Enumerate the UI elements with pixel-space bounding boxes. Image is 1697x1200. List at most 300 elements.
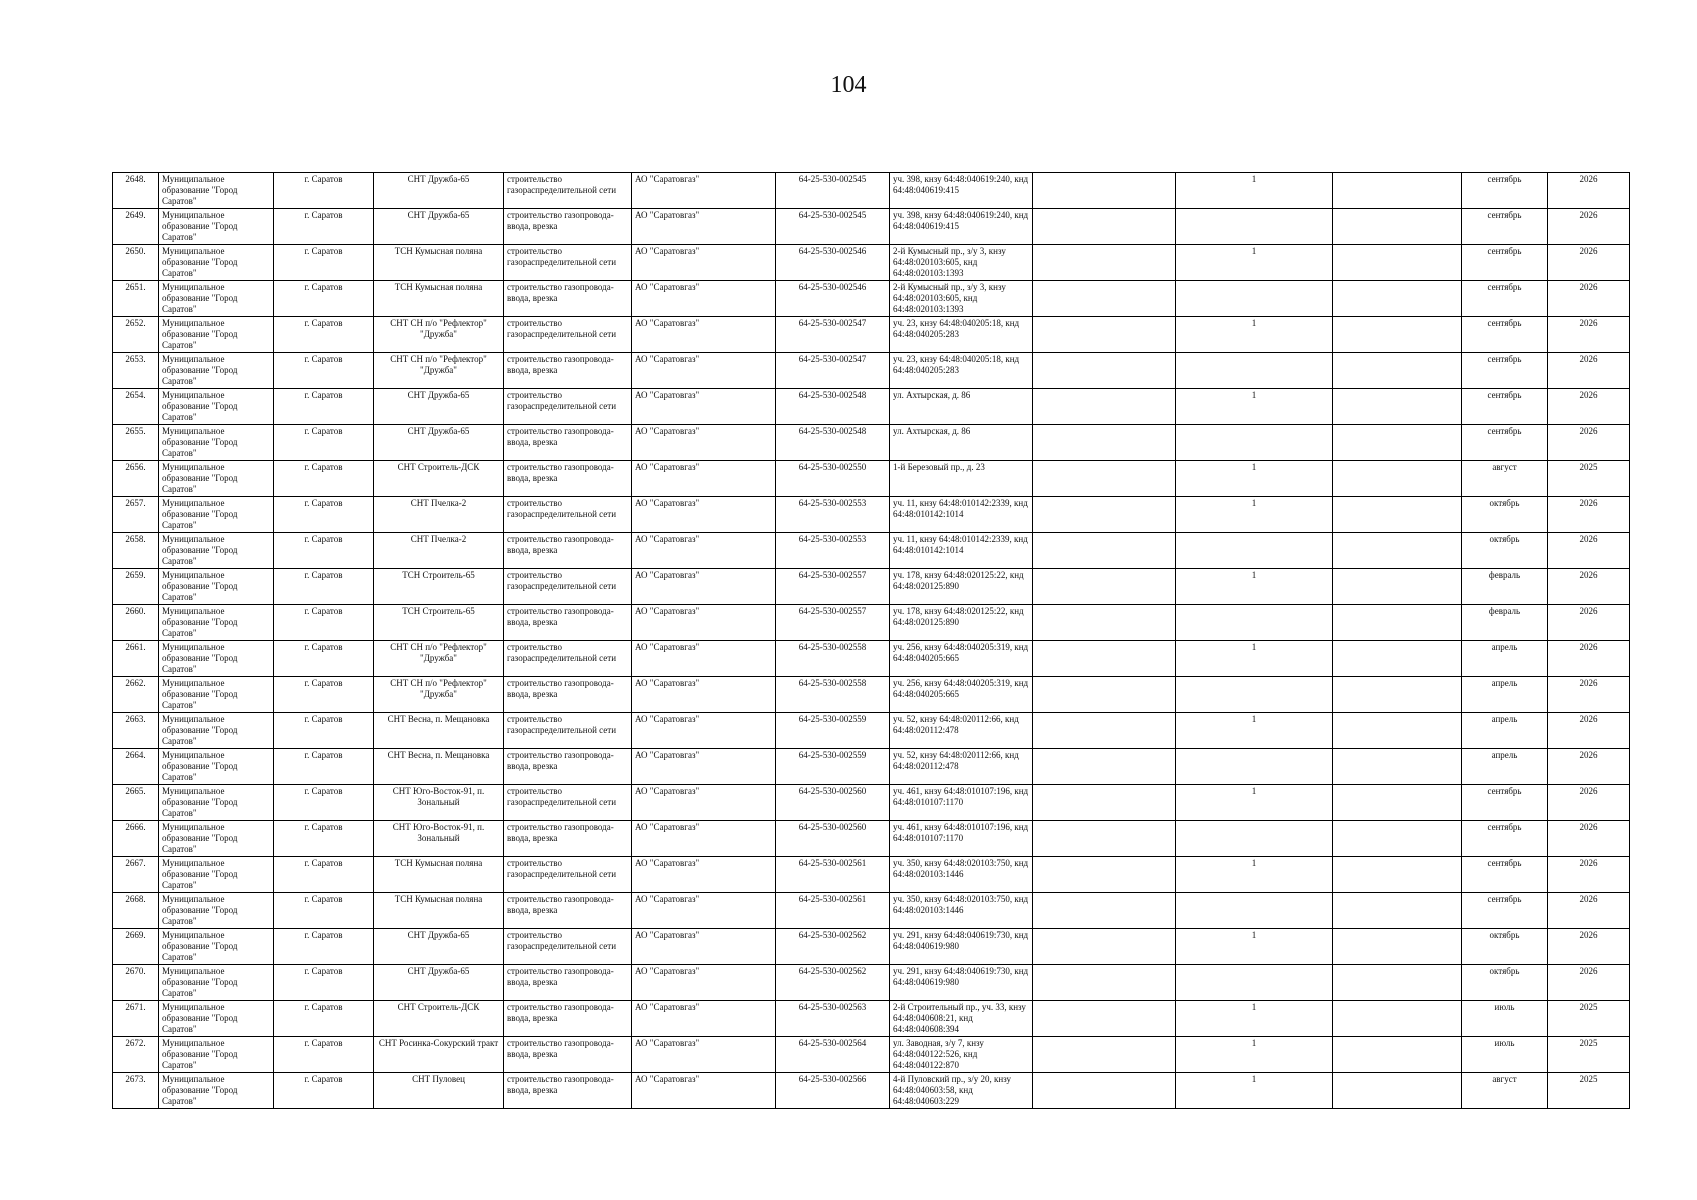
work-type-cell: строительство газопровода-ввода, врезка (504, 677, 632, 713)
empty-cell (1033, 317, 1176, 353)
snt-name-cell: СНТ Юго-Восток-91, п. Зональный (374, 785, 504, 821)
row-number-cell: 2666. (113, 821, 159, 857)
empty-cell (1333, 533, 1462, 569)
quantity-cell: 1 (1176, 1037, 1333, 1073)
work-type-cell: строительство газопровода-ввода, врезка (504, 425, 632, 461)
organization-cell: АО "Саратовгаз" (632, 821, 776, 857)
year-cell: 2026 (1548, 569, 1630, 605)
work-type-cell: строительство газопровода-ввода, врезка (504, 749, 632, 785)
object-code-cell: 64-25-530-002546 (776, 281, 890, 317)
municipality-cell: Муниципальное образование "Город Саратов" (159, 569, 274, 605)
table-row (113, 713, 1630, 749)
organization-cell: АО "Саратовгаз" (632, 281, 776, 317)
organization-cell: АО "Саратовгаз" (632, 785, 776, 821)
municipality-cell: Муниципальное образование "Город Саратов" (159, 965, 274, 1001)
quantity-cell (1176, 353, 1333, 389)
month-cell: сентябрь (1462, 821, 1548, 857)
month-cell: сентябрь (1462, 317, 1548, 353)
year-cell: 2026 (1548, 497, 1630, 533)
row-number-cell: 2673. (113, 1073, 159, 1109)
municipality-cell: Муниципальное образование "Город Саратов" (159, 533, 274, 569)
month-cell: сентябрь (1462, 785, 1548, 821)
organization-cell: АО "Саратовгаз" (632, 569, 776, 605)
organization-cell: АО "Саратовгаз" (632, 641, 776, 677)
city-cell: г. Саратов (274, 893, 374, 929)
snt-name-cell: СНТ Пчелка-2 (374, 533, 504, 569)
row-number-cell: 2648. (113, 173, 159, 209)
municipality-cell: Муниципальное образование "Город Саратов" (159, 605, 274, 641)
city-cell: г. Саратов (274, 785, 374, 821)
address-cell: уч. 52, кнзу 64:48:020112:66, кнд 64:48:020112:478 (890, 713, 1033, 749)
row-number-cell: 2656. (113, 461, 159, 497)
empty-cell (1033, 389, 1176, 425)
address-cell: ул. Ахтырская, д. 86 (890, 389, 1033, 425)
organization-cell: АО "Саратовгаз" (632, 353, 776, 389)
empty-cell (1333, 173, 1462, 209)
snt-name-cell: СНТ Дружба-65 (374, 425, 504, 461)
city-cell: г. Саратов (274, 353, 374, 389)
address-cell: 2-й Кумысный пр., з/у 3, кнзу 64:48:020103:605, кнд 64:48:020103:1393 (890, 245, 1033, 281)
organization-cell: АО "Саратовгаз" (632, 1037, 776, 1073)
municipality-cell: Муниципальное образование "Город Саратов" (159, 929, 274, 965)
municipality-cell: Муниципальное образование "Город Саратов" (159, 857, 274, 893)
table-row (113, 425, 1630, 461)
municipality-cell: Муниципальное образование "Город Саратов" (159, 389, 274, 425)
empty-cell (1033, 785, 1176, 821)
empty-cell (1333, 461, 1462, 497)
work-type-cell: строительство газораспределительной сети (504, 641, 632, 677)
year-cell: 2026 (1548, 749, 1630, 785)
quantity-cell (1176, 749, 1333, 785)
empty-cell (1333, 893, 1462, 929)
month-cell: апрель (1462, 641, 1548, 677)
city-cell: г. Саратов (274, 605, 374, 641)
registry-table (112, 172, 1630, 1109)
work-type-cell: строительство газопровода-ввода, врезка (504, 821, 632, 857)
city-cell: г. Саратов (274, 965, 374, 1001)
month-cell: февраль (1462, 605, 1548, 641)
city-cell: г. Саратов (274, 1037, 374, 1073)
year-cell: 2026 (1548, 425, 1630, 461)
object-code-cell: 64-25-530-002559 (776, 713, 890, 749)
city-cell: г. Саратов (274, 641, 374, 677)
city-cell: г. Саратов (274, 857, 374, 893)
organization-cell: АО "Саратовгаз" (632, 209, 776, 245)
work-type-cell: строительство газопровода-ввода, врезка (504, 209, 632, 245)
month-cell: август (1462, 1073, 1548, 1109)
municipality-cell: Муниципальное образование "Город Саратов" (159, 893, 274, 929)
empty-cell (1333, 245, 1462, 281)
empty-cell (1033, 569, 1176, 605)
address-cell: уч. 23, кнзу 64:48:040205:18, кнд 64:48:040205:283 (890, 317, 1033, 353)
empty-cell (1333, 713, 1462, 749)
row-number-cell: 2671. (113, 1001, 159, 1037)
table-row (113, 173, 1630, 209)
month-cell: сентябрь (1462, 209, 1548, 245)
table-row (113, 497, 1630, 533)
city-cell: г. Саратов (274, 173, 374, 209)
work-type-cell: строительство газораспределительной сети (504, 785, 632, 821)
city-cell: г. Саратов (274, 929, 374, 965)
row-number-cell: 2670. (113, 965, 159, 1001)
table-row (113, 1037, 1630, 1073)
row-number-cell: 2657. (113, 497, 159, 533)
year-cell: 2025 (1548, 461, 1630, 497)
address-cell: уч. 291, кнзу 64:48:040619:730, кнд 64:48:040619:980 (890, 965, 1033, 1001)
city-cell: г. Саратов (274, 425, 374, 461)
empty-cell (1033, 893, 1176, 929)
empty-cell (1333, 857, 1462, 893)
quantity-cell: 1 (1176, 641, 1333, 677)
empty-cell (1033, 245, 1176, 281)
municipality-cell: Муниципальное образование "Город Саратов" (159, 425, 274, 461)
table-row (113, 929, 1630, 965)
municipality-cell: Муниципальное образование "Город Саратов" (159, 281, 274, 317)
work-type-cell: строительство газопровода-ввода, врезка (504, 461, 632, 497)
object-code-cell: 64-25-530-002557 (776, 569, 890, 605)
object-code-cell: 64-25-530-002553 (776, 497, 890, 533)
work-type-cell: строительство газопровода-ввода, врезка (504, 605, 632, 641)
month-cell: сентябрь (1462, 857, 1548, 893)
address-cell: уч. 398, кнзу 64:48:040619:240, кнд 64:48:040619:415 (890, 173, 1033, 209)
month-cell: сентябрь (1462, 173, 1548, 209)
object-code-cell: 64-25-530-002562 (776, 965, 890, 1001)
empty-cell (1333, 317, 1462, 353)
city-cell: г. Саратов (274, 497, 374, 533)
page-number: 104 (830, 72, 867, 98)
city-cell: г. Саратов (274, 1073, 374, 1109)
table-row (113, 569, 1630, 605)
work-type-cell: строительство газораспределительной сети (504, 569, 632, 605)
organization-cell: АО "Саратовгаз" (632, 389, 776, 425)
year-cell: 2026 (1548, 785, 1630, 821)
empty-cell (1033, 173, 1176, 209)
table-row (113, 1073, 1630, 1109)
municipality-cell: Муниципальное образование "Город Саратов" (159, 1073, 274, 1109)
organization-cell: АО "Саратовгаз" (632, 857, 776, 893)
work-type-cell: строительство газопровода-ввода, врезка (504, 1037, 632, 1073)
row-number-cell: 2663. (113, 713, 159, 749)
empty-cell (1333, 497, 1462, 533)
address-cell: уч. 461, кнзу 64:48:010107:196, кнд 64:48:010107:1170 (890, 785, 1033, 821)
address-cell: уч. 461, кнзу 64:48:010107:196, кнд 64:48:010107:1170 (890, 821, 1033, 857)
city-cell: г. Саратов (274, 281, 374, 317)
municipality-cell: Муниципальное образование "Город Саратов" (159, 641, 274, 677)
city-cell: г. Саратов (274, 389, 374, 425)
table-row (113, 821, 1630, 857)
table-row (113, 245, 1630, 281)
table-row (113, 461, 1630, 497)
quantity-cell: 1 (1176, 713, 1333, 749)
year-cell: 2026 (1548, 605, 1630, 641)
address-cell: уч. 52, кнзу 64:48:020112:66, кнд 64:48:020112:478 (890, 749, 1033, 785)
table-row (113, 785, 1630, 821)
empty-cell (1033, 857, 1176, 893)
row-number-cell: 2654. (113, 389, 159, 425)
city-cell: г. Саратов (274, 461, 374, 497)
organization-cell: АО "Саратовгаз" (632, 533, 776, 569)
year-cell: 2025 (1548, 1037, 1630, 1073)
month-cell: апрель (1462, 713, 1548, 749)
table-row (113, 533, 1630, 569)
municipality-cell: Муниципальное образование "Город Саратов" (159, 245, 274, 281)
empty-cell (1333, 929, 1462, 965)
address-cell: уч. 23, кнзу 64:48:040205:18, кнд 64:48:040205:283 (890, 353, 1033, 389)
work-type-cell: строительство газопровода-ввода, врезка (504, 281, 632, 317)
empty-cell (1033, 929, 1176, 965)
address-cell: уч. 350, кнзу 64:48:020103:750, кнд 64:48:020103:1446 (890, 857, 1033, 893)
organization-cell: АО "Саратовгаз" (632, 893, 776, 929)
object-code-cell: 64-25-530-002550 (776, 461, 890, 497)
quantity-cell (1176, 965, 1333, 1001)
city-cell: г. Саратов (274, 245, 374, 281)
quantity-cell (1176, 209, 1333, 245)
snt-name-cell: СНТ Дружба-65 (374, 965, 504, 1001)
object-code-cell: 64-25-530-002563 (776, 1001, 890, 1037)
city-cell: г. Саратов (274, 821, 374, 857)
year-cell: 2026 (1548, 533, 1630, 569)
object-code-cell: 64-25-530-002564 (776, 1037, 890, 1073)
empty-cell (1033, 713, 1176, 749)
snt-name-cell: СНТ СН п/о "Рефлектор" "Дружба" (374, 641, 504, 677)
address-cell: 4-й Пуловский пр., з/у 20, кнзу 64:48:040603:58, кнд 64:48:040603:229 (890, 1073, 1033, 1109)
work-type-cell: строительство газопровода-ввода, врезка (504, 893, 632, 929)
year-cell: 2026 (1548, 317, 1630, 353)
address-cell: уч. 178, кнзу 64:48:020125:22, кнд 64:48:020125:890 (890, 569, 1033, 605)
table-row (113, 749, 1630, 785)
city-cell: г. Саратов (274, 569, 374, 605)
work-type-cell: строительство газопровода-ввода, врезка (504, 1001, 632, 1037)
table-row (113, 605, 1630, 641)
organization-cell: АО "Саратовгаз" (632, 713, 776, 749)
address-cell: ул. Заводная, з/у 7, кнзу 64:48:040122:526, кнд 64:48:040122:870 (890, 1037, 1033, 1073)
snt-name-cell: СНТ Пчелка-2 (374, 497, 504, 533)
object-code-cell: 64-25-530-002562 (776, 929, 890, 965)
month-cell: апрель (1462, 749, 1548, 785)
quantity-cell: 1 (1176, 1073, 1333, 1109)
row-number-cell: 2660. (113, 605, 159, 641)
row-number-cell: 2667. (113, 857, 159, 893)
year-cell: 2026 (1548, 245, 1630, 281)
table-row (113, 353, 1630, 389)
municipality-cell: Муниципальное образование "Город Саратов" (159, 713, 274, 749)
city-cell: г. Саратов (274, 533, 374, 569)
year-cell: 2026 (1548, 893, 1630, 929)
organization-cell: АО "Саратовгаз" (632, 497, 776, 533)
work-type-cell: строительство газораспределительной сети (504, 389, 632, 425)
quantity-cell: 1 (1176, 389, 1333, 425)
row-number-cell: 2655. (113, 425, 159, 461)
quantity-cell (1176, 677, 1333, 713)
empty-cell (1333, 1037, 1462, 1073)
empty-cell (1033, 749, 1176, 785)
address-cell: уч. 11, кнзу 64:48:010142:2339, кнд 64:48:010142:1014 (890, 533, 1033, 569)
year-cell: 2026 (1548, 281, 1630, 317)
year-cell: 2025 (1548, 1001, 1630, 1037)
month-cell: сентябрь (1462, 389, 1548, 425)
municipality-cell: Муниципальное образование "Город Саратов" (159, 821, 274, 857)
snt-name-cell: СНТ Росинка-Сокурский тракт (374, 1037, 504, 1073)
organization-cell: АО "Саратовгаз" (632, 461, 776, 497)
row-number-cell: 2658. (113, 533, 159, 569)
snt-name-cell: ТСН Кумысная поляна (374, 281, 504, 317)
quantity-cell: 1 (1176, 245, 1333, 281)
table-row (113, 677, 1630, 713)
month-cell: сентябрь (1462, 353, 1548, 389)
table-row (113, 641, 1630, 677)
empty-cell (1033, 425, 1176, 461)
snt-name-cell: СНТ Строитель-ДСК (374, 1001, 504, 1037)
snt-name-cell: СНТ Дружба-65 (374, 389, 504, 425)
quantity-cell (1176, 533, 1333, 569)
row-number-cell: 2669. (113, 929, 159, 965)
object-code-cell: 64-25-530-002558 (776, 641, 890, 677)
month-cell: июль (1462, 1037, 1548, 1073)
snt-name-cell: СНТ Юго-Восток-91, п. Зональный (374, 821, 504, 857)
object-code-cell: 64-25-530-002547 (776, 353, 890, 389)
empty-cell (1333, 605, 1462, 641)
empty-cell (1333, 677, 1462, 713)
address-cell: уч. 291, кнзу 64:48:040619:730, кнд 64:48:040619:980 (890, 929, 1033, 965)
row-number-cell: 2668. (113, 893, 159, 929)
month-cell: октябрь (1462, 497, 1548, 533)
year-cell: 2026 (1548, 677, 1630, 713)
object-code-cell: 64-25-530-002548 (776, 389, 890, 425)
month-cell: сентябрь (1462, 281, 1548, 317)
empty-cell (1033, 281, 1176, 317)
table-row (113, 965, 1630, 1001)
empty-cell (1333, 749, 1462, 785)
organization-cell: АО "Саратовгаз" (632, 929, 776, 965)
municipality-cell: Муниципальное образование "Город Саратов" (159, 209, 274, 245)
snt-name-cell: СНТ Дружба-65 (374, 209, 504, 245)
city-cell: г. Саратов (274, 317, 374, 353)
work-type-cell: строительство газораспределительной сети (504, 497, 632, 533)
year-cell: 2026 (1548, 389, 1630, 425)
snt-name-cell: СНТ СН п/о "Рефлектор" "Дружба" (374, 353, 504, 389)
table-row (113, 281, 1630, 317)
address-cell: уч. 350, кнзу 64:48:020103:750, кнд 64:48:020103:1446 (890, 893, 1033, 929)
table-row (113, 857, 1630, 893)
work-type-cell: строительство газопровода-ввода, врезка (504, 965, 632, 1001)
organization-cell: АО "Саратовгаз" (632, 605, 776, 641)
organization-cell: АО "Саратовгаз" (632, 749, 776, 785)
month-cell: сентябрь (1462, 245, 1548, 281)
empty-cell (1333, 569, 1462, 605)
municipality-cell: Муниципальное образование "Город Саратов" (159, 497, 274, 533)
snt-name-cell: ТСН Строитель-65 (374, 605, 504, 641)
empty-cell (1333, 821, 1462, 857)
address-cell: уч. 11, кнзу 64:48:010142:2339, кнд 64:48:010142:1014 (890, 497, 1033, 533)
empty-cell (1333, 209, 1462, 245)
work-type-cell: строительство газораспределительной сети (504, 713, 632, 749)
quantity-cell (1176, 893, 1333, 929)
quantity-cell: 1 (1176, 857, 1333, 893)
object-code-cell: 64-25-530-002553 (776, 533, 890, 569)
quantity-cell: 1 (1176, 569, 1333, 605)
address-cell: 1-й Березовый пр., д. 23 (890, 461, 1033, 497)
object-code-cell: 64-25-530-002545 (776, 209, 890, 245)
snt-name-cell: СНТ СН п/о "Рефлектор" "Дружба" (374, 677, 504, 713)
work-type-cell: строительство газопровода-ввода, врезка (504, 533, 632, 569)
quantity-cell (1176, 281, 1333, 317)
address-cell: уч. 256, кнзу 64:48:040205:319, кнд 64:48:040205:665 (890, 677, 1033, 713)
empty-cell (1333, 389, 1462, 425)
quantity-cell: 1 (1176, 1001, 1333, 1037)
organization-cell: АО "Саратовгаз" (632, 1001, 776, 1037)
organization-cell: АО "Саратовгаз" (632, 425, 776, 461)
empty-cell (1033, 605, 1176, 641)
quantity-cell: 1 (1176, 785, 1333, 821)
municipality-cell: Муниципальное образование "Город Саратов" (159, 677, 274, 713)
empty-cell (1033, 821, 1176, 857)
object-code-cell: 64-25-530-002560 (776, 821, 890, 857)
empty-cell (1033, 1037, 1176, 1073)
row-number-cell: 2661. (113, 641, 159, 677)
empty-cell (1333, 641, 1462, 677)
year-cell: 2026 (1548, 353, 1630, 389)
row-number-cell: 2672. (113, 1037, 159, 1073)
month-cell: октябрь (1462, 965, 1548, 1001)
month-cell: октябрь (1462, 533, 1548, 569)
empty-cell (1033, 1001, 1176, 1037)
empty-cell (1033, 353, 1176, 389)
table-row (113, 317, 1630, 353)
row-number-cell: 2653. (113, 353, 159, 389)
work-type-cell: строительство газораспределительной сети (504, 245, 632, 281)
municipality-cell: Муниципальное образование "Город Саратов" (159, 1037, 274, 1073)
municipality-cell: Муниципальное образование "Город Саратов" (159, 353, 274, 389)
snt-name-cell: СНТ Пуловец (374, 1073, 504, 1109)
row-number-cell: 2664. (113, 749, 159, 785)
year-cell: 2026 (1548, 929, 1630, 965)
quantity-cell: 1 (1176, 461, 1333, 497)
table-row (113, 1001, 1630, 1037)
snt-name-cell: ТСН Кумысная поляна (374, 893, 504, 929)
table-body (113, 173, 1630, 1109)
object-code-cell: 64-25-530-002561 (776, 857, 890, 893)
month-cell: февраль (1462, 569, 1548, 605)
empty-cell (1333, 425, 1462, 461)
object-code-cell: 64-25-530-002558 (776, 677, 890, 713)
address-cell: уч. 256, кнзу 64:48:040205:319, кнд 64:48:040205:665 (890, 641, 1033, 677)
month-cell: август (1462, 461, 1548, 497)
row-number-cell: 2662. (113, 677, 159, 713)
object-code-cell: 64-25-530-002547 (776, 317, 890, 353)
object-code-cell: 64-25-530-002545 (776, 173, 890, 209)
organization-cell: АО "Саратовгаз" (632, 1073, 776, 1109)
object-code-cell: 64-25-530-002561 (776, 893, 890, 929)
month-cell: сентябрь (1462, 893, 1548, 929)
quantity-cell: 1 (1176, 497, 1333, 533)
empty-cell (1033, 209, 1176, 245)
city-cell: г. Саратов (274, 749, 374, 785)
city-cell: г. Саратов (274, 677, 374, 713)
empty-cell (1333, 1073, 1462, 1109)
year-cell: 2026 (1548, 965, 1630, 1001)
empty-cell (1033, 461, 1176, 497)
year-cell: 2026 (1548, 173, 1630, 209)
row-number-cell: 2659. (113, 569, 159, 605)
work-type-cell: строительство газораспределительной сети (504, 317, 632, 353)
year-cell: 2026 (1548, 821, 1630, 857)
address-cell: уч. 178, кнзу 64:48:020125:22, кнд 64:48:020125:890 (890, 605, 1033, 641)
quantity-cell (1176, 605, 1333, 641)
table-row (113, 209, 1630, 245)
city-cell: г. Саратов (274, 1001, 374, 1037)
year-cell: 2026 (1548, 713, 1630, 749)
quantity-cell (1176, 425, 1333, 461)
